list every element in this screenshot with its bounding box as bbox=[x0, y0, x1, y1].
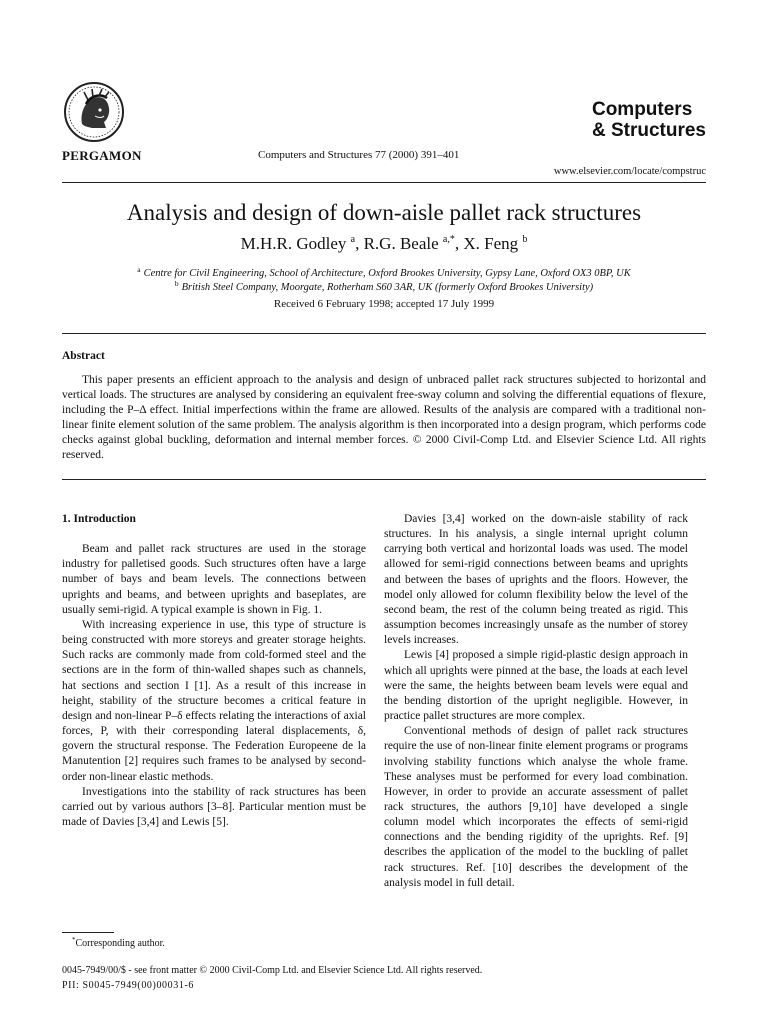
affiliation bbox=[0, 265, 768, 279]
article-title: Analysis and design of down-aisle pallet rack structures bbox=[126, 200, 642, 225]
received-dates: Received 6 February 1998; accepted 17 July 1999 bbox=[273, 298, 495, 310]
footnote-mark: * bbox=[72, 936, 76, 944]
body-paragraph: Beam and pallet rack structures are used in the storage industry for palletised goods. Such structures often have a large number of bays and beam levels. The connections between uprights and beams, and between uprights and baseplates, are usually semi-rigid. A typical example is shown in Fig. 1. bbox=[62, 543, 366, 616]
author-name: R.G. Beale bbox=[363, 234, 439, 253]
body-column-right bbox=[384, 512, 688, 891]
affiliation-mark: b bbox=[174, 279, 179, 288]
body-column-left bbox=[62, 512, 366, 830]
author-name: X. Feng bbox=[463, 234, 519, 253]
journal-url[interactable]: www.elsevier.com/locate/compstruc bbox=[553, 166, 706, 177]
author-list: M.H.R. Godley $^a$, R.G. Beale $^{a,*}$, X. Feng $^b$ bbox=[240, 234, 528, 253]
body-paragraph: With increasing experience in use, this type of structure is being constructed with more storeys and greater storage heights. Such racks are commonly made from cold-formed steel and the sections are in the form of thin-walled shapes such as channels, hat sections and section I [1]. As a result of this increase in height, stability of the structure becomes a critical feature in design and non-linear P–δ effects relating the interactions of axial forces, P, with their corresponding lateral displacements, δ, govern the structural response. The Federation Europeene de la Manutention [2] requires such frames to be analysed by second-order non-linear elastic methods. bbox=[62, 618, 366, 783]
body-paragraph: Conventional methods of design of pallet rack structures require the use of non-linear finite element programs or programs involving stability functions which analyse the whole frame. These analyses must be performed for every load combination. However, in order to provide an accurate assessment of pallet rack structures, the authors [9,10] have developed a single column model which incorporates the effects of semi-rigid connections and the bending rigidity of the uprights. Ref. [9] describes the application of the model to the buckling of pallet rack structures. Ref. [10] describes the development of the analysis model in full detail. bbox=[384, 725, 688, 889]
affiliation-text: Centre for Civil Engineering, School of Architecture, Oxford Brookes University, Gypsy Lane, Oxford OX3 0BP, UK bbox=[143, 268, 631, 279]
journal-citation: Computers and Structures 77 (2000) 391–401 bbox=[258, 149, 460, 161]
header-divider bbox=[62, 182, 706, 183]
journal-brand-line2: & Structures bbox=[591, 120, 706, 141]
pergamon-logo-icon bbox=[62, 80, 126, 144]
abstract-heading: Abstract bbox=[62, 350, 105, 362]
footnote-text: Corresponding author. bbox=[75, 938, 165, 949]
publisher-name: PERGAMON bbox=[62, 148, 142, 163]
front-matter-line: 0045-7949/00/$ - see front matter © 2000 Civil-Comp Ltd. and Elsevier Science Ltd. All rights reserved. bbox=[62, 965, 483, 976]
footnote bbox=[72, 936, 165, 949]
journal-brand bbox=[592, 99, 706, 141]
affiliation bbox=[0, 279, 768, 293]
body-paragraph: Davies [3,4] worked on the down-aisle stability of rack structures. In his analysis, a single internal upright column carrying both vertical and horizontal loads was used. The model allowed for semi-rigid connections between beams and uprights and between the bases of uprights and the floors. However, the model only allowed for column flexibility below the level of the second beam, the rest of the column being treated as rigid. This assumption becomes increasingly unsafe as the number of storey levels increases. bbox=[384, 513, 688, 647]
author-affiliation-mark: b bbox=[522, 234, 528, 245]
body-paragraph: Lewis [4] proposed a simple rigid-plastic design approach in which all uprights were pinned at the base, the loads at each level were the same, the heights between beam levels were equal and the bending distortion of the upright negligible. However, in practice pallet structures are more complex. bbox=[384, 649, 688, 723]
journal-brand-line1: Computers bbox=[591, 99, 693, 120]
affiliation-mark: a bbox=[137, 265, 141, 274]
abstract-top-divider bbox=[62, 333, 706, 334]
body-paragraph: Investigations into the stability of rack structures has been carried out by various authors [3–8]. Particular mention must be made of Davies [3,4] and Lewis [5]. bbox=[62, 785, 366, 828]
abstract-text: This paper presents an efficient approach to the analysis and design of unbraced pallet rack structures subjected to horizontal and vertical loads. The structures are analysed by considering an equivalent free-sway column and solving the differential equations of flexure, including the P–Δ effect. Initial imperfections within the frame are allowed. Results of the analysis are compared with a traditional non-linear finite element solution of the same problem. The analysis algorithm is then incorporated into a design program, which performs code checks against global buckling, deformation and internal member forces. © 2000 Civil-Comp Ltd. and Elsevier Science Ltd. All rights reserved. bbox=[62, 374, 706, 461]
author-affiliation-mark: a bbox=[350, 234, 356, 245]
affiliation-text: British Steel Company, Moorgate, Rotherham S60 3AR, UK (formerly Oxford Brookes University) bbox=[181, 282, 594, 293]
author-name: M.H.R. Godley bbox=[240, 234, 347, 253]
section-heading: 1. Introduction bbox=[62, 513, 136, 525]
footnote-divider bbox=[62, 932, 114, 933]
author-affiliation-mark: a,* bbox=[442, 234, 455, 245]
pii-line: PII: S0045-7949(00)00031-6 bbox=[62, 980, 194, 991]
abstract-bottom-divider bbox=[62, 479, 706, 480]
